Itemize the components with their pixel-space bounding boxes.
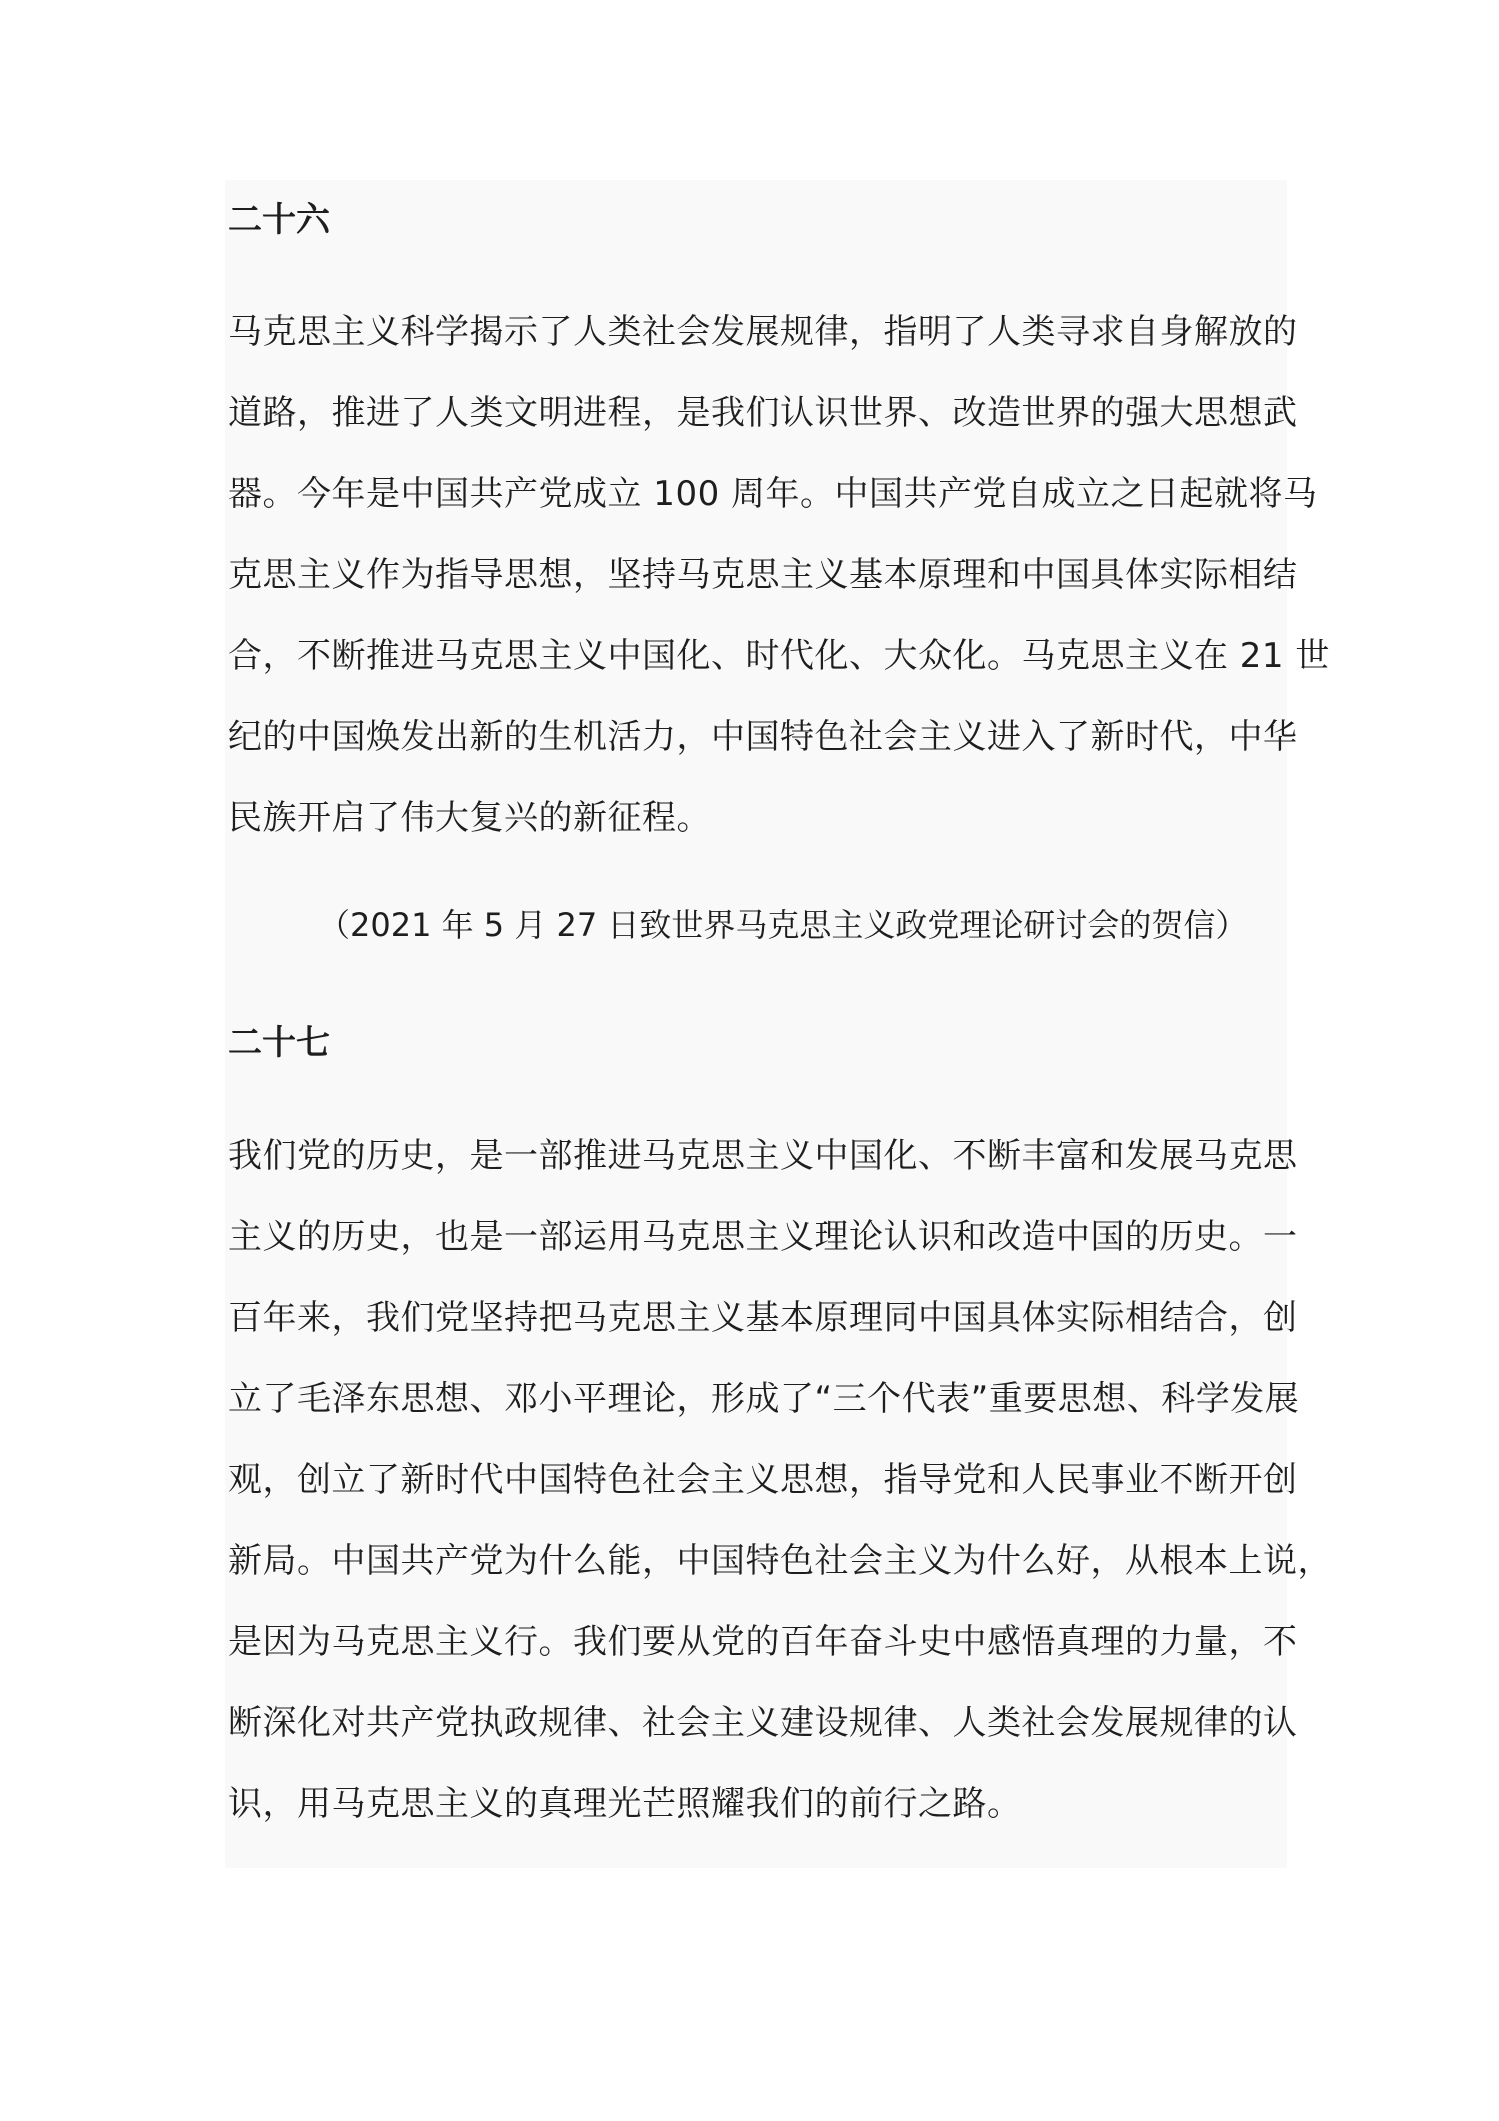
paragraph-line: 器。今年是中国共产党成立 100 周年。中国共产党自成立之日起就将马	[228, 474, 1318, 514]
section-paragraph	[228, 1116, 1332, 1845]
source-citation: （2021 年 5 月 27 日致世界马克思主义政党理论研讨会的贺信）	[318, 906, 1248, 944]
paragraph-line: 断深化对共产党执政规律、社会主义建设规律、人类社会发展规律的认	[228, 1703, 1298, 1743]
section-paragraph	[228, 292, 1330, 859]
paragraph-line: 立了毛泽东思想、邓小平理论，形成了“三个代表”重要思想、科学发展	[228, 1379, 1300, 1419]
paragraph-line: 克思主义作为指导思想，坚持马克思主义基本原理和中国具体实际相结	[228, 555, 1298, 595]
section-number: 二十七	[228, 1023, 330, 1063]
paragraph-line: 合，不断推进马克思主义中国化、时代化、大众化。马克思主义在 21 世	[228, 636, 1330, 676]
paragraph-line: 新局。中国共产党为什么能，中国特色社会主义为什么好，从根本上说，	[228, 1541, 1332, 1581]
paragraph-line: 百年来，我们党坚持把马克思主义基本原理同中国具体实际相结合，创	[228, 1298, 1298, 1338]
paragraph-line: 民族开启了伟大复兴的新征程。	[228, 798, 711, 838]
paragraph-line: 道路，推进了人类文明进程，是我们认识世界、改造世界的强大思想武	[228, 393, 1298, 433]
section-number: 二十六	[228, 200, 330, 240]
paragraph-line: 纪的中国焕发出新的生机活力，中国特色社会主义进入了新时代，中华	[228, 717, 1298, 757]
paragraph-line: 是因为马克思主义行。我们要从党的百年奋斗史中感悟真理的力量，不	[228, 1622, 1298, 1662]
paragraph-line: 观，创立了新时代中国特色社会主义思想，指导党和人民事业不断开创	[228, 1460, 1298, 1500]
paragraph-line: 识，用马克思主义的真理光芒照耀我们的前行之路。	[228, 1784, 1022, 1824]
paragraph-line: 马克思主义科学揭示了人类社会发展规律，指明了人类寻求自身解放的	[228, 312, 1298, 352]
paragraph-line: 我们党的历史，是一部推进马克思主义中国化、不断丰富和发展马克思	[228, 1136, 1298, 1176]
paragraph-line: 主义的历史，也是一部运用马克思主义理论认识和改造中国的历史。一	[228, 1217, 1298, 1257]
